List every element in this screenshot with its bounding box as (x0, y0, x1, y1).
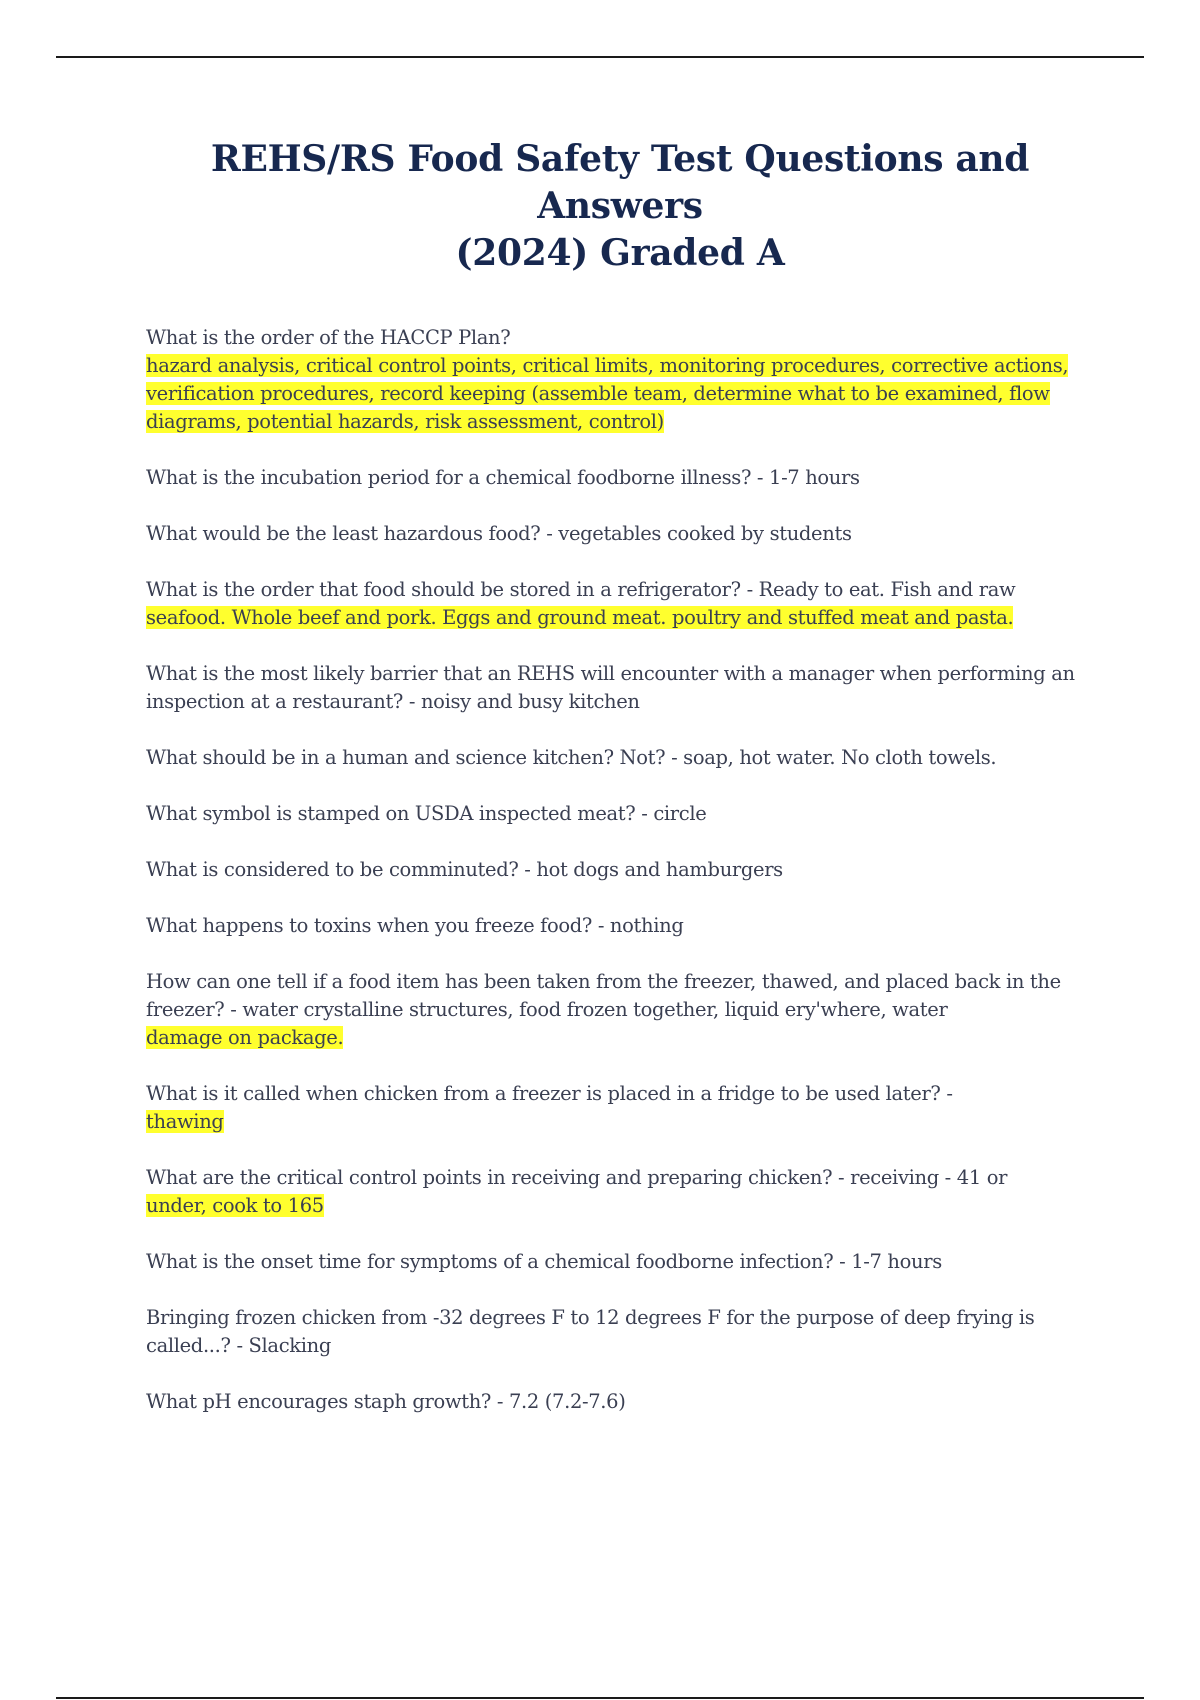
qa-highlighted-text: thawing (146, 1110, 224, 1133)
qa-text: What would be the least hazardous food? - vegetables cooked by students (146, 522, 852, 545)
document-title (130, 136, 1110, 277)
qa-item-onset-time (146, 1248, 1086, 1276)
qa-item-staph-ph (146, 1388, 1086, 1416)
qa-text: What should be in a human and science kitchen? Not? - soap, hot water. No cloth towels. (146, 746, 997, 769)
qa-item-haccp-order (146, 324, 1086, 436)
qa-highlighted-text: under, cook to 165 (146, 1194, 324, 1217)
qa-text: How can one tell if a food item has been taken from the freezer, thawed, and placed back in the freezer? - water crystalline structures, food frozen together, liquid ery'where, water (146, 970, 1061, 1021)
qa-highlighted-text: hazard analysis, critical control points, critical limits, monitoring procedures, corrective actions, verification procedures, record keeping (assemble team, determine what to be examined, flow diagrams, potential hazards, risk assessment, control) (146, 354, 1069, 433)
qa-item-toxins-freeze (146, 912, 1086, 940)
qa-text: What is the incubation period for a chemical foodborne illness? - 1-7 hours (146, 466, 860, 489)
qa-item-slacking (146, 1304, 1086, 1360)
qa-item-thawing (146, 1080, 1086, 1136)
qa-text: What symbol is stamped on USDA inspected meat? - circle (146, 802, 707, 825)
qa-item-critical-control-chicken (146, 1164, 1086, 1220)
qa-item-refrozen-food (146, 968, 1086, 1052)
qa-text: What pH encourages staph growth? - 7.2 (7.2-7.6) (146, 1390, 626, 1413)
qa-text: What is it called when chicken from a freezer is placed in a fridge to be used later? - (146, 1082, 953, 1105)
qa-item-usda-symbol (146, 800, 1086, 828)
qa-text: What is the order of the HACCP Plan? (146, 326, 511, 349)
qa-text: Bringing frozen chicken from -32 degrees F to 12 degrees F for the purpose of deep frying is called...? - Slacking (146, 1306, 1035, 1357)
qa-text: What happens to toxins when you freeze food? - nothing (146, 914, 684, 937)
qa-list (146, 324, 1086, 1444)
qa-item-incubation-period (146, 464, 1086, 492)
qa-item-least-hazardous (146, 520, 1086, 548)
qa-text: What is the order that food should be stored in a refrigerator? - Ready to eat. Fish and raw (146, 578, 1016, 601)
qa-text: What is the most likely barrier that an REHS will encounter with a manager when performing an inspection at a restaurant? - noisy and busy kitchen (146, 662, 1075, 713)
qa-item-inspection-barrier (146, 660, 1086, 716)
bottom-rule (56, 1697, 1144, 1699)
qa-item-comminuted (146, 856, 1086, 884)
qa-highlighted-text: seafood. Whole beef and pork. Eggs and ground meat. poultry and stuffed meat and pasta. (146, 606, 1014, 629)
title-line-1: REHS/RS Food Safety Test Questions and Answers (210, 138, 1030, 227)
qa-highlighted-text: damage on package. (146, 1026, 344, 1049)
top-rule (56, 56, 1144, 58)
qa-text: What is the onset time for symptoms of a chemical foodborne infection? - 1-7 hours (146, 1250, 942, 1273)
title-line-2: (2024) Graded A (455, 232, 785, 274)
qa-text: What are the critical control points in receiving and preparing chicken? - receiving - 41 or (146, 1166, 1008, 1189)
qa-item-refrigerator-order (146, 576, 1086, 632)
qa-text: What is considered to be comminuted? - hot dogs and hamburgers (146, 858, 783, 881)
qa-item-kitchen-items (146, 744, 1086, 772)
